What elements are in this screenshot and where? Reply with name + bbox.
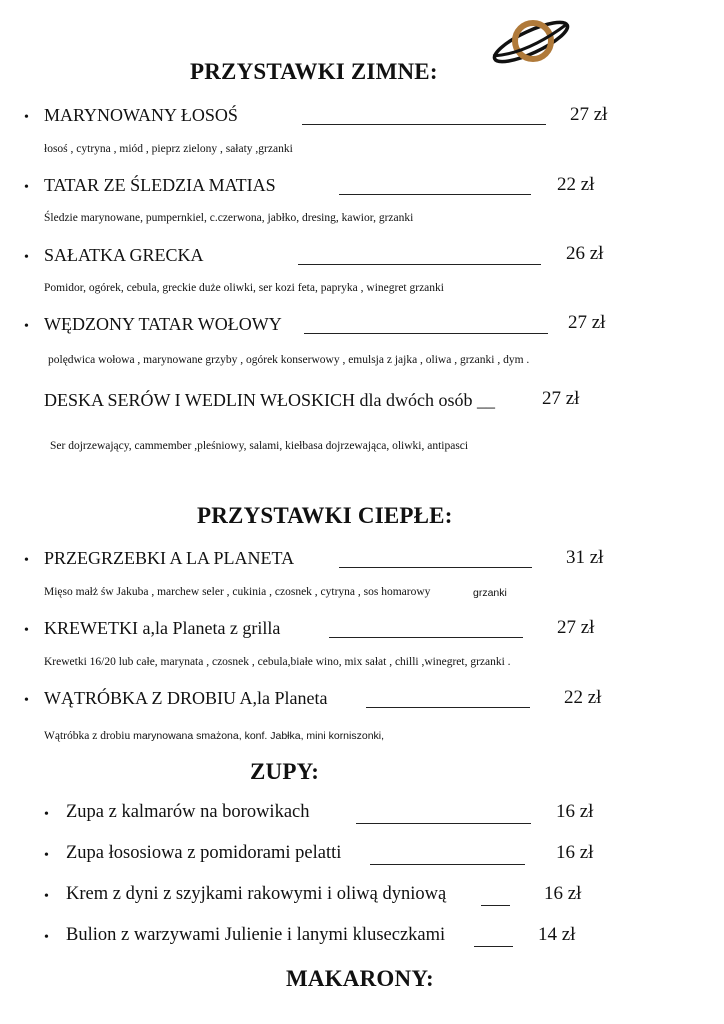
dish-name: WĘDZONY TATAR WOŁOWY [44, 314, 282, 334]
dish-name: TATAR ZE ŚLEDZIA MATIAS [44, 175, 276, 195]
soup-price: 16 zł [544, 883, 582, 904]
soup-name: Bulion z warzywami Julienie i lanymi kluseczkami [66, 925, 446, 945]
soup-price: 16 zł [556, 801, 594, 822]
leader-line [329, 637, 523, 638]
leader-line [356, 823, 531, 824]
bullet: • [44, 930, 49, 945]
dish-price: 27 zł [557, 617, 595, 638]
bullet: • [24, 319, 29, 334]
bullet: • [24, 553, 29, 568]
leader-line [339, 567, 532, 568]
dish-price: 27 zł [570, 104, 608, 125]
soup-price: 16 zł [556, 842, 594, 863]
dish-description [44, 726, 384, 744]
leader-line [302, 124, 546, 125]
dish-name: MARYNOWANY ŁOSOŚ [44, 105, 238, 125]
dish-price: 22 zł [564, 687, 602, 708]
planet-logo-icon [487, 12, 575, 72]
bullet: • [44, 807, 49, 822]
dish-name: WĄTRÓBKA Z DROBIU A,la Planeta [44, 688, 328, 708]
dish-description-part2: marynowana smażona, konf. Jabłka, mini korniszonki, [133, 730, 385, 742]
dish-description: polędwica wołowa , marynowane grzyby , ogórek konserwowy , emulsja z jajka , oliwa , grzanki , dym . [48, 354, 530, 366]
bullet: • [44, 889, 49, 904]
bullet: • [24, 623, 29, 638]
bullet: • [24, 180, 29, 195]
leader-line [304, 333, 548, 334]
dish-description-extra: grzanki [473, 587, 507, 599]
section-title-makarony: MAKARONY: [286, 966, 434, 991]
dish-price: 27 zł [568, 312, 606, 333]
dish-price: 26 zł [566, 243, 604, 264]
leader-line [366, 707, 530, 708]
dish-description: Krewetki 16/20 lub całe, marynata , czosnek , cebula,białe wino, mix sałat , chilli ,winegret, grzanki . [44, 656, 511, 668]
bullet: • [24, 250, 29, 265]
dish-description: Ser dojrzewający, cammember ,pleśniowy, salami, kiełbasa dojrzewająca, oliwki, antipasci [50, 440, 469, 452]
dish-name: KREWETKI a,la Planeta z grilla [44, 618, 281, 638]
bullet: • [24, 693, 29, 708]
leader-line [370, 864, 525, 865]
section-title-zimne: PRZYSTAWKI ZIMNE: [190, 59, 438, 84]
soup-price: 14 zł [538, 924, 576, 945]
bullet: • [44, 848, 49, 863]
leader-line [481, 905, 510, 906]
dish-description-part1: Wątróbka z drobiu [44, 730, 134, 742]
leader-line [298, 264, 541, 265]
leader-line [339, 194, 531, 195]
dish-name: DESKA SERÓW I WEDLIN WŁOSKICH dla dwóch osób __ [44, 390, 495, 410]
dish-price: 22 zł [557, 174, 595, 195]
dish-description: Śledzie marynowane, pumpernkiel, c.czerwona, jabłko, dresing, kawior, grzanki [44, 212, 414, 224]
section-title-cieple: PRZYSTAWKI CIEPŁE: [197, 503, 453, 528]
dish-description: łosoś , cytryna , miód , pieprz zielony , sałaty ,grzanki [44, 143, 293, 155]
dish-price: 31 zł [566, 547, 604, 568]
soup-name: Zupa łososiowa z pomidorami pelatti [66, 843, 342, 863]
dish-name: PRZEGRZEBKI A LA PLANETA [44, 548, 295, 568]
soup-name: Zupa z kalmarów na borowikach [66, 802, 310, 822]
dish-description: Pomidor, ogórek, cebula, greckie duże oliwki, ser kozi feta, papryka , winegret grzanki [44, 282, 444, 294]
leader-line [474, 946, 513, 947]
soup-name: Krem z dyni z szyjkami rakowymi i oliwą dyniową [66, 884, 447, 904]
bullet: • [24, 110, 29, 125]
section-title-zupy: ZUPY: [250, 759, 320, 784]
dish-price: 27 zł [542, 388, 580, 409]
dish-description: Mięso małż św Jakuba , marchew seler , cukinia , czosnek , cytryna , sos homarowy [44, 586, 431, 598]
dish-name: SAŁATKA GRECKA [44, 245, 204, 265]
